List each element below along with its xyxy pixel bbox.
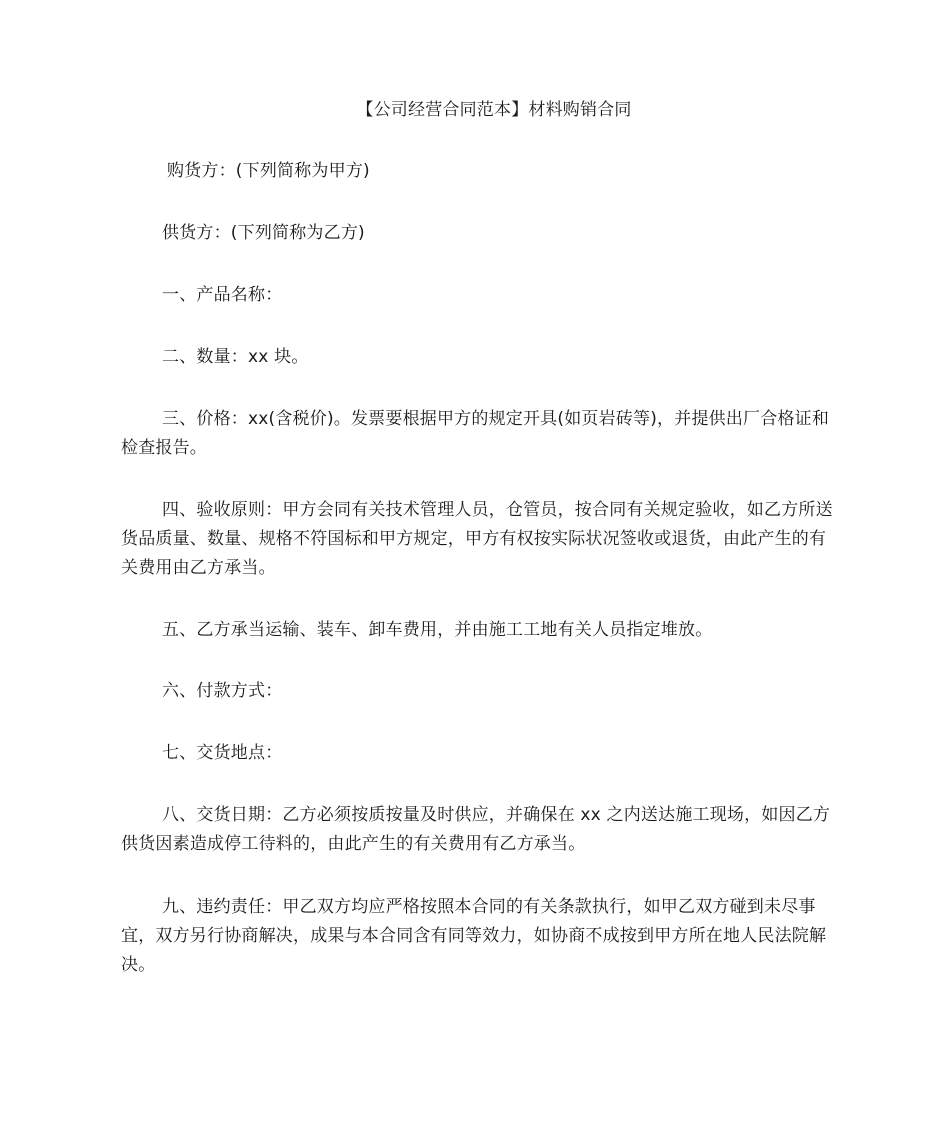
clause-product-name: 一、产品名称： (162, 285, 283, 305)
clause-quantity: 二、数量：xx 块。 (162, 347, 309, 367)
seller-line: 供货方：(下列简称为乙方) (162, 223, 365, 243)
buyer-line: 购货方：(下列简称为甲方) (167, 161, 370, 181)
clause-liability: 九、违约责任：甲乙双方均应严格按照本合同的有关条款执行，如甲乙双方碰到未尽事宜，双方另行协商解决，成果与本合同含有同等效力，如协商不成按到甲方所在地人民法院解决。 (121, 897, 827, 975)
clause-acceptance: 四、验收原则：甲方会同有关技术管理人员，仓管员，按合同有关规定验收，如乙方所送货品质量、数量、规格不符国标和甲方规定，甲方有权按实际状况签收或退货，由此产生的有关费用由乙方承当。 (121, 500, 833, 578)
clause-transport: 五、乙方承当运输、装车、卸车费用，并由施工工地有关人员指定堆放。 (162, 620, 713, 640)
clause-delivery-date: 八、交货日期：乙方必须按质按量及时供应，并确保在 xx 之内送达施工现场，如因乙方供货因素造成停工待料的，由此产生的有关费用有乙方承当。 (121, 805, 831, 854)
document-title: 【公司经营合同范本】材料购销合同 (356, 100, 632, 120)
clause-payment: 六、付款方式： (162, 681, 283, 701)
clause-price: 三、价格：xx(含税价)。发票要根据甲方的规定开具(如页岩砖等)，并提供出厂合格证和检查报告。 (121, 409, 830, 458)
clause-delivery-location: 七、交货地点： (162, 743, 283, 763)
